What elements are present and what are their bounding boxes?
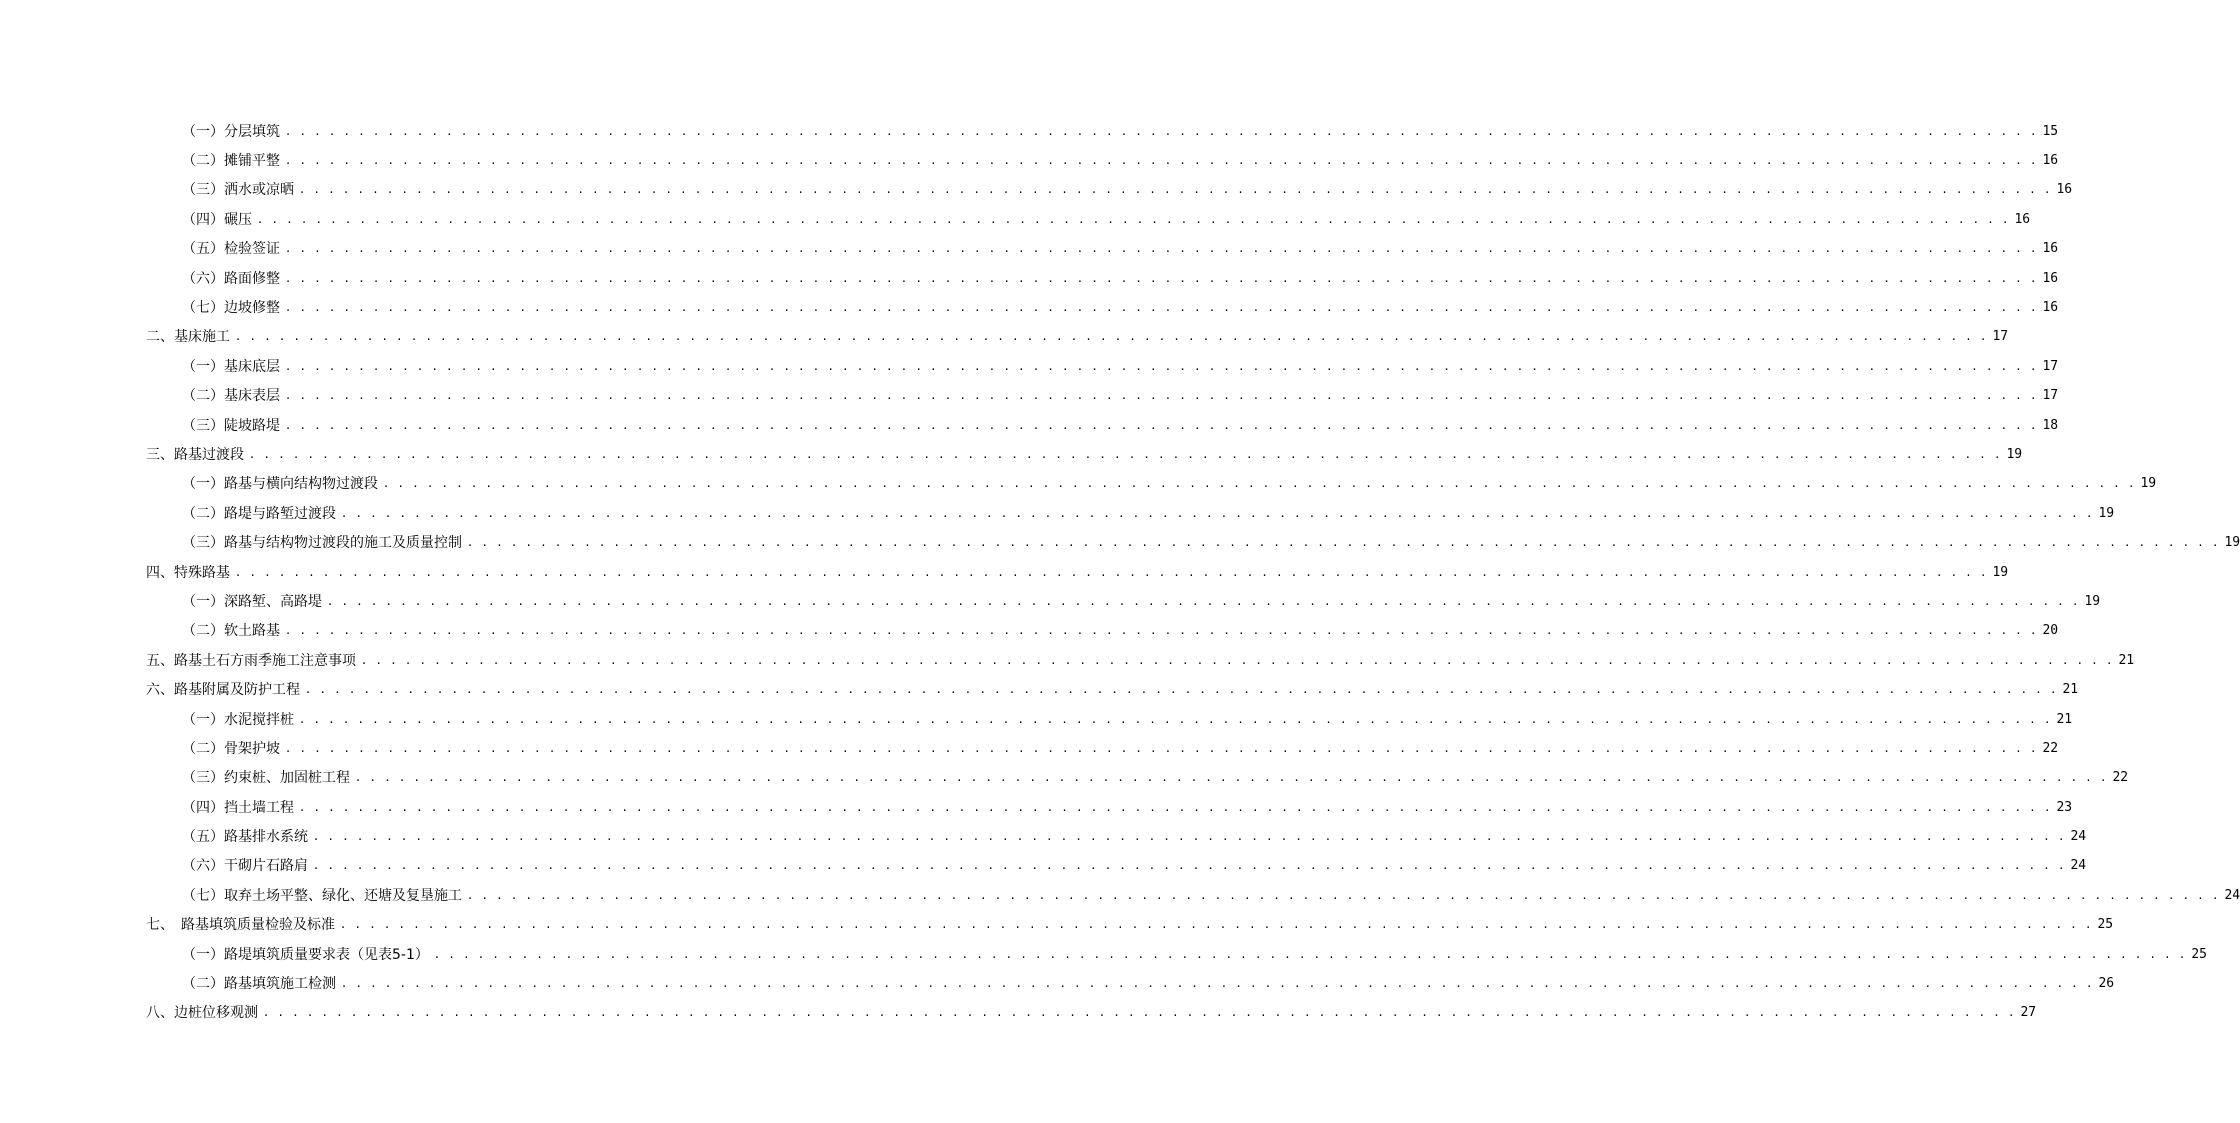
toc-entry-title: （六）干砌片石路肩 — [182, 858, 308, 875]
toc-entry-title: （二）基床表层 — [182, 388, 280, 405]
toc-entry-page-number: 19 — [2006, 446, 2023, 462]
toc-entry-title: （三）路基与结构物过渡段的施工及质量控制 — [182, 535, 462, 552]
dot-leader: . . . . . . . . . . . . . . . . . . . . . . . . . . . . . . . . . . . . . . . . . . . . . . . . . . . . . . . . . . . . . . . . . . . . . . . . . . . . . . . . . . . . . . . . . . . . . . . . . . . . . . . . . . . . . . . . . . . . . . . . — [286, 417, 2039, 433]
dot-leader: . . . . . . . . . . . . . . . . . . . . . . . . . . . . . . . . . . . . . . . . . . . . . . . . . . . . . . . . . . . . . . . . . . . . . . . . . . . . . . . . . . . . . . . . . . . . . . . . . . . . . . . . . . . . . . . . . . . . . . . . — [468, 535, 2221, 551]
toc-entry-title: （四）碾压 — [182, 211, 252, 228]
toc-entry-page-number: 16 — [2014, 211, 2031, 227]
toc-entry[interactable] — [0, 705, 2073, 734]
toc-entry[interactable] — [0, 205, 2031, 234]
toc-entry-page-number: 25 — [2097, 917, 2114, 933]
toc-entry-title: （一）路基与横向结构物过渡段 — [182, 476, 378, 493]
toc-entry-title: 八、边桩位移观测 — [146, 1005, 258, 1022]
toc-entry[interactable] — [0, 793, 2073, 822]
dot-leader: . . . . . . . . . . . . . . . . . . . . . . . . . . . . . . . . . . . . . . . . . . . . . . . . . . . . . . . . . . . . . . . . . . . . . . . . . . . . . . . . . . . . . . . . . . . . . . . . . . . . . . . . . . . . . . . . . . . . . . . . — [286, 270, 2039, 286]
dot-leader: . . . . . . . . . . . . . . . . . . . . . . . . . . . . . . . . . . . . . . . . . . . . . . . . . . . . . . . . . . . . . . . . . . . . . . . . . . . . . . . . . . . . . . . . . . . . . . . . . . . . . . . . . . . . . . . . . . . . . . . . — [300, 182, 2053, 198]
toc-entry-page-number: 20 — [2042, 623, 2059, 639]
toc-entry[interactable] — [0, 528, 2240, 557]
toc-entry-title: （七）取弃土场平整、绿化、还塘及复垦施工 — [182, 887, 462, 904]
toc-entry-page-number: 18 — [2042, 417, 2059, 433]
dot-leader: . . . . . . . . . . . . . . . . . . . . . . . . . . . . . . . . . . . . . . . . . . . . . . . . . . . . . . . . . . . . . . . . . . . . . . . . . . . . . . . . . . . . . . . . . . . . . . . . . . . . . . . . . . . . . . . . . . . . . . . . — [286, 740, 2039, 756]
dot-leader: . . . . . . . . . . . . . . . . . . . . . . . . . . . . . . . . . . . . . . . . . . . . . . . . . . . . . . . . . . . . . . . . . . . . . . . . . . . . . . . . . . . . . . . . . . . . . . . . . . . . . . . . . . . . . . . . . . . . . . . . — [286, 241, 2039, 257]
toc-entry-title: 二、基床施工 — [146, 329, 230, 346]
toc-entry[interactable] — [0, 323, 2009, 352]
toc-entry-page-number: 21 — [2118, 652, 2135, 668]
toc-entry[interactable] — [0, 440, 2023, 469]
toc-entry-title: 六、路基附属及防护工程 — [146, 682, 300, 699]
dot-leader: . . . . . . . . . . . . . . . . . . . . . . . . . . . . . . . . . . . . . . . . . . . . . . . . . . . . . . . . . . . . . . . . . . . . . . . . . . . . . . . . . . . . . . . . . . . . . . . . . . . . . . . . . . . . . . . . . . . . . . . . — [286, 623, 2039, 639]
dot-leader: . . . . . . . . . . . . . . . . . . . . . . . . . . . . . . . . . . . . . . . . . . . . . . . . . . . . . . . . . . . . . . . . . . . . . . . . . . . . . . . . . . . . . . . . . . . . . . . . . . . . . . . . . . . . . . . . . . . . . . . . — [300, 711, 2053, 727]
dot-leader: . . . . . . . . . . . . . . . . . . . . . . . . . . . . . . . . . . . . . . . . . . . . . . . . . . . . . . . . . . . . . . . . . . . . . . . . . . . . . . . . . . . . . . . . . . . . . . . . . . . . . . . . . . . . . . . . . . . . . . . . — [286, 388, 2039, 404]
dot-leader: . . . . . . . . . . . . . . . . . . . . . . . . . . . . . . . . . . . . . . . . . . . . . . . . . . . . . . . . . . . . . . . . . . . . . . . . . . . . . . . . . . . . . . . . . . . . . . . . . . . . . . . . . . . . . . . . . . . . . . . . — [328, 593, 2081, 609]
toc-entry-page-number: 22 — [2112, 770, 2129, 786]
toc-entry-title: （三）洒水或凉晒 — [182, 182, 294, 199]
toc-entry[interactable] — [0, 969, 2115, 998]
toc-entry-title: （二）路基填筑施工检测 — [182, 976, 336, 993]
toc-entry-title: （二）软土路基 — [182, 623, 280, 640]
toc-entry[interactable] — [0, 940, 2207, 969]
toc-entry-title: （一）水泥搅拌桩 — [182, 711, 294, 728]
toc-entry-title: 七、 路基填筑质量检验及标准 — [146, 917, 335, 934]
dot-leader: . . . . . . . . . . . . . . . . . . . . . . . . . . . . . . . . . . . . . . . . . . . . . . . . . . . . . . . . . . . . . . . . . . . . . . . . . . . . . . . . . . . . . . . . . . . . . . . . . . . . . . . . . . . . . . . . . . . . . . . . — [362, 652, 2115, 668]
toc-entry[interactable] — [0, 146, 2059, 175]
toc-entry-page-number: 19 — [2140, 476, 2157, 492]
dot-leader: . . . . . . . . . . . . . . . . . . . . . . . . . . . . . . . . . . . . . . . . . . . . . . . . . . . . . . . . . . . . . . . . . . . . . . . . . . . . . . . . . . . . . . . . . . . . . . . . . . . . . . . . . . . . . . . . . . . . . . . . — [258, 211, 2011, 227]
toc-entry-title: （四）挡土墙工程 — [182, 799, 294, 816]
toc-entry-title: （一）路堤填筑质量要求表（见表5-1） — [182, 946, 429, 963]
dot-leader: . . . . . . . . . . . . . . . . . . . . . . . . . . . . . . . . . . . . . . . . . . . . . . . . . . . . . . . . . . . . . . . . . . . . . . . . . . . . . . . . . . . . . . . . . . . . . . . . . . . . . . . . . . . . . . . . . . . . . . . . — [236, 564, 1989, 580]
toc-entry-title: （一）基床底层 — [182, 358, 280, 375]
toc-entry[interactable] — [0, 617, 2059, 646]
dot-leader: . . . . . . . . . . . . . . . . . . . . . . . . . . . . . . . . . . . . . . . . . . . . . . . . . . . . . . . . . . . . . . . . . . . . . . . . . . . . . . . . . . . . . . . . . . . . . . . . . . . . . . . . . . . . . . . . . . . . . . . . — [342, 505, 2095, 521]
toc-entry-page-number: 19 — [1992, 564, 2009, 580]
toc-entry-title: （一）分层填筑 — [182, 123, 280, 140]
toc-entry-page-number: 17 — [2042, 358, 2059, 374]
toc-entry-page-number: 16 — [2042, 241, 2059, 257]
toc-entry-page-number: 16 — [2042, 153, 2059, 169]
toc-entry-page-number: 19 — [2224, 535, 2240, 551]
toc-entry-page-number: 16 — [2042, 300, 2059, 316]
toc-entry-title: 四、特殊路基 — [146, 564, 230, 581]
toc-entry-title: （六）路面修整 — [182, 270, 280, 287]
toc-entry[interactable] — [0, 852, 2087, 881]
toc-entry-title: （二）路堤与路堑过渡段 — [182, 505, 336, 522]
toc-entry[interactable] — [0, 822, 2087, 851]
toc-entry-title: （二）骨架护坡 — [182, 740, 280, 757]
toc-entry-page-number: 25 — [2191, 946, 2207, 962]
toc-entry[interactable] — [0, 764, 2129, 793]
toc-entry[interactable] — [0, 881, 2240, 910]
toc-entry-page-number: 21 — [2056, 711, 2073, 727]
toc-entry[interactable] — [0, 264, 2059, 293]
toc-entry-page-number: 21 — [2062, 682, 2079, 698]
dot-leader: . . . . . . . . . . . . . . . . . . . . . . . . . . . . . . . . . . . . . . . . . . . . . . . . . . . . . . . . . . . . . . . . . . . . . . . . . . . . . . . . . . . . . . . . . . . . . . . . . . . . . . . . . . . . . . . . . . . . . . . . — [286, 300, 2039, 316]
dot-leader: . . . . . . . . . . . . . . . . . . . . . . . . . . . . . . . . . . . . . . . . . . . . . . . . . . . . . . . . . . . . . . . . . . . . . . . . . . . . . . . . . . . . . . . . . . . . . . . . . . . . . . . . . . . . . . . . . . . . . . . . — [286, 123, 2039, 139]
toc-entry[interactable] — [0, 499, 2115, 528]
toc-entry-page-number: 19 — [2098, 505, 2115, 521]
toc-entry-page-number: 22 — [2042, 740, 2059, 756]
toc-entry-title: （五）路基排水系统 — [182, 829, 308, 846]
dot-leader: . . . . . . . . . . . . . . . . . . . . . . . . . . . . . . . . . . . . . . . . . . . . . . . . . . . . . . . . . . . . . . . . . . . . . . . . . . . . . . . . . . . . . . . . . . . . . . . . . . . . . . . . . . . . . . . . . . . . . . . . — [300, 799, 2053, 815]
dot-leader: . . . . . . . . . . . . . . . . . . . . . . . . . . . . . . . . . . . . . . . . . . . . . . . . . . . . . . . . . . . . . . . . . . . . . . . . . . . . . . . . . . . . . . . . . . . . . . . . . . . . . . . . . . . . . . . . . . . . . . . . — [250, 446, 2003, 462]
toc-entry-title: 三、路基过渡段 — [146, 446, 244, 463]
dot-leader: . . . . . . . . . . . . . . . . . . . . . . . . . . . . . . . . . . . . . . . . . . . . . . . . . . . . . . . . . . . . . . . . . . . . . . . . . . . . . . . . . . . . . . . . . . . . . . . . . . . . . . . . . . . . . . . . . . . . . . . . — [264, 1005, 2017, 1021]
toc-entry-page-number: 23 — [2056, 799, 2073, 815]
dot-leader: . . . . . . . . . . . . . . . . . . . . . . . . . . . . . . . . . . . . . . . . . . . . . . . . . . . . . . . . . . . . . . . . . . . . . . . . . . . . . . . . . . . . . . . . . . . . . . . . . . . . . . . . . . . . . . . . . . . . . . . . — [314, 829, 2067, 845]
toc-entry-title: （七）边坡修整 — [182, 300, 280, 317]
dot-leader: . . . . . . . . . . . . . . . . . . . . . . . . . . . . . . . . . . . . . . . . . . . . . . . . . . . . . . . . . . . . . . . . . . . . . . . . . . . . . . . . . . . . . . . . . . . . . . . . . . . . . . . . . . . . . . . . . . . . . . . . — [286, 153, 2039, 169]
toc-entry-page-number: 15 — [2042, 123, 2059, 139]
dot-leader: . . . . . . . . . . . . . . . . . . . . . . . . . . . . . . . . . . . . . . . . . . . . . . . . . . . . . . . . . . . . . . . . . . . . . . . . . . . . . . . . . . . . . . . . . . . . . . . . . . . . . . . . . . . . . . . . . . . . . . . . — [306, 682, 2059, 698]
toc-entry-title: （一）深路堑、高路堤 — [182, 593, 322, 610]
toc-entry-page-number: 16 — [2056, 182, 2073, 198]
dot-leader: . . . . . . . . . . . . . . . . . . . . . . . . . . . . . . . . . . . . . . . . . . . . . . . . . . . . . . . . . . . . . . . . . . . . . . . . . . . . . . . . . . . . . . . . . . . . . . . . . . . . . . . . . . . . . . . . . . . . . . . . — [434, 946, 2188, 962]
toc-entry[interactable] — [0, 558, 2009, 587]
toc-entry-page-number: 24 — [2224, 887, 2240, 903]
toc-entry-title: （三）陡坡路堤 — [182, 417, 280, 434]
toc-entry[interactable] — [0, 734, 2059, 763]
dot-leader: . . . . . . . . . . . . . . . . . . . . . . . . . . . . . . . . . . . . . . . . . . . . . . . . . . . . . . . . . . . . . . . . . . . . . . . . . . . . . . . . . . . . . . . . . . . . . . . . . . . . . . . . . . . . . . . . . . . . . . . . — [468, 887, 2221, 903]
dot-leader: . . . . . . . . . . . . . . . . . . . . . . . . . . . . . . . . . . . . . . . . . . . . . . . . . . . . . . . . . . . . . . . . . . . . . . . . . . . . . . . . . . . . . . . . . . . . . . . . . . . . . . . . . . . . . . . . . . . . . . . . — [314, 858, 2067, 874]
toc-entry-page-number: 16 — [2042, 270, 2059, 286]
toc-entry-page-number: 27 — [2020, 1005, 2037, 1021]
toc-entry[interactable] — [0, 382, 2059, 411]
toc-entry-page-number: 17 — [1992, 329, 2009, 345]
toc-entry-page-number: 17 — [2042, 388, 2059, 404]
toc-entry[interactable] — [0, 470, 2157, 499]
toc-entry[interactable] — [0, 411, 2059, 440]
toc-entry[interactable] — [0, 911, 2114, 940]
toc-entry[interactable] — [0, 646, 2135, 675]
dot-leader: . . . . . . . . . . . . . . . . . . . . . . . . . . . . . . . . . . . . . . . . . . . . . . . . . . . . . . . . . . . . . . . . . . . . . . . . . . . . . . . . . . . . . . . . . . . . . . . . . . . . . . . . . . . . . . . . . . . . . . . . — [342, 976, 2095, 992]
toc-entry[interactable] — [0, 587, 2101, 616]
dot-leader: . . . . . . . . . . . . . . . . . . . . . . . . . . . . . . . . . . . . . . . . . . . . . . . . . . . . . . . . . . . . . . . . . . . . . . . . . . . . . . . . . . . . . . . . . . . . . . . . . . . . . . . . . . . . . . . . . . . . . . . . — [384, 476, 2137, 492]
dot-leader: . . . . . . . . . . . . . . . . . . . . . . . . . . . . . . . . . . . . . . . . . . . . . . . . . . . . . . . . . . . . . . . . . . . . . . . . . . . . . . . . . . . . . . . . . . . . . . . . . . . . . . . . . . . . . . . . . . . . . . . . — [236, 329, 1989, 345]
toc-entry[interactable] — [0, 999, 2037, 1028]
toc-entry[interactable] — [0, 293, 2059, 322]
toc-entry[interactable] — [0, 235, 2059, 264]
toc-entry-title: （三）约束桩、加固桩工程 — [182, 770, 350, 787]
table-of-contents — [0, 117, 2240, 1028]
toc-entry-page-number: 19 — [2084, 593, 2101, 609]
toc-entry-page-number: 26 — [2098, 976, 2115, 992]
toc-entry-title: 五、路基土石方雨季施工注意事项 — [146, 652, 356, 669]
toc-entry-title: （二）摊铺平整 — [182, 153, 280, 170]
dot-leader: . . . . . . . . . . . . . . . . . . . . . . . . . . . . . . . . . . . . . . . . . . . . . . . . . . . . . . . . . . . . . . . . . . . . . . . . . . . . . . . . . . . . . . . . . . . . . . . . . . . . . . . . . . . . . . . . . . . . . . . . — [286, 358, 2039, 374]
toc-entry-title: （五）检验签证 — [182, 241, 280, 258]
toc-entry[interactable] — [0, 117, 2059, 146]
toc-entry-page-number: 24 — [2070, 829, 2087, 845]
dot-leader: . . . . . . . . . . . . . . . . . . . . . . . . . . . . . . . . . . . . . . . . . . . . . . . . . . . . . . . . . . . . . . . . . . . . . . . . . . . . . . . . . . . . . . . . . . . . . . . . . . . . . . . . . . . . . . . . . . . . . . . . — [356, 770, 2109, 786]
toc-entry-page-number: 24 — [2070, 858, 2087, 874]
toc-entry[interactable] — [0, 176, 2073, 205]
toc-entry[interactable] — [0, 675, 2079, 704]
toc-entry[interactable] — [0, 352, 2059, 381]
dot-leader: . . . . . . . . . . . . . . . . . . . . . . . . . . . . . . . . . . . . . . . . . . . . . . . . . . . . . . . . . . . . . . . . . . . . . . . . . . . . . . . . . . . . . . . . . . . . . . . . . . . . . . . . . . . . . . . . . . . . . . . . — [341, 917, 2094, 933]
